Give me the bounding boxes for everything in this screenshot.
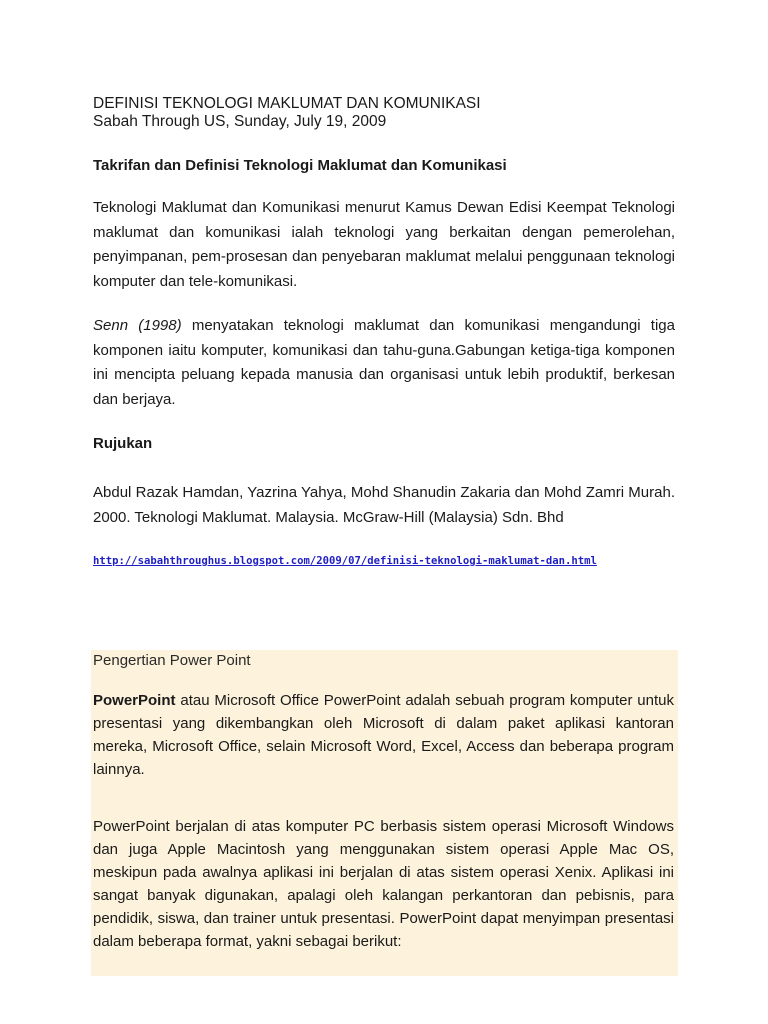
- powerpoint-paragraph-2: PowerPoint berjalan di atas komputer PC berbasis sistem operasi Microsoft Windows dan juga Apple Macintosh yang menggunakan sistem operasi Apple Mac OS, meskipun pada awalnya aplikasi ini berjalan di atas sistem operasi Xenix. Aplikasi ini sangat banyak digunakan, apalagi oleh kalangan perkantoran dan pebisnis, para pendidik, siswa, dan trainer untuk presentasi. PowerPoint dapat menyimpan presentasi dalam beberapa format, yakni sebagai berikut:: [93, 818, 674, 950]
- reference-link-block: [93, 551, 675, 569]
- powerpoint-box: [91, 650, 678, 976]
- document-title: DEFINISI TEKNOLOGI MAKLUMAT DAN KOMUNIKASI: [93, 95, 481, 112]
- section-title-definition: Takrifan dan Definisi Teknologi Maklumat dan Komunikasi: [93, 157, 507, 174]
- reference-link[interactable]: http://sabahthroughus.blogspot.com/2009/07/definisi-teknologi-maklumat-dan.html: [93, 555, 597, 567]
- powerpoint-term: PowerPoint: [93, 692, 176, 709]
- senn-paragraph: [93, 314, 675, 412]
- document-byline: Sabah Through US, Sunday, July 19, 2009: [93, 113, 387, 130]
- senn-text: menyatakan teknologi maklumat dan komunikasi mengandungi tiga komponen iaitu komputer, komunikasi dan tahu-guna.Gabungan ketiga-tiga komponen ini mencipta peluang kepada manusia dan organisasi untuk lebih produktif, berkesan dan berjaya.: [93, 317, 675, 408]
- references-title: Rujukan: [93, 435, 153, 452]
- definition-paragraph: Teknologi Maklumat dan Komunikasi menurut Kamus Dewan Edisi Keempat Teknologi maklumat dan komunikasi ialah teknologi yang berkaitan dengan pemerolehan, penyimpanan, pem-prosesan dan penyebaran maklumat melalui penggunaan teknologi komputer dan tele-komunikasi.: [93, 199, 675, 290]
- senn-paragraph-block: [93, 314, 675, 412]
- section-definition: [93, 157, 675, 175]
- reference-entry: Abdul Razak Hamdan, Yazrina Yahya, Mohd Shanudin Zakaria dan Mohd Zamri Murah. 2000. Teknologi Maklumat. Malaysia. McGraw-Hill (Malaysia) Sdn. Bhd: [93, 484, 675, 526]
- document-page: [93, 95, 675, 131]
- powerpoint-paragraph-1: [93, 689, 674, 781]
- references-section: [93, 435, 675, 453]
- senn-citation: Senn (1998): [93, 317, 182, 334]
- reference-entry-block: [93, 481, 675, 530]
- powerpoint-title: Pengertian Power Point: [93, 652, 251, 669]
- powerpoint-paragraph-1-text: atau Microsoft Office PowerPoint adalah sebuah program komputer untuk presentasi yang dikembangkan oleh Microsoft di dalam paket aplikasi kantoran mereka, Microsoft Office, selain Microsoft Word, Excel, Access dan beberapa program lainnya.: [93, 692, 674, 778]
- definition-paragraph-block: [93, 196, 675, 294]
